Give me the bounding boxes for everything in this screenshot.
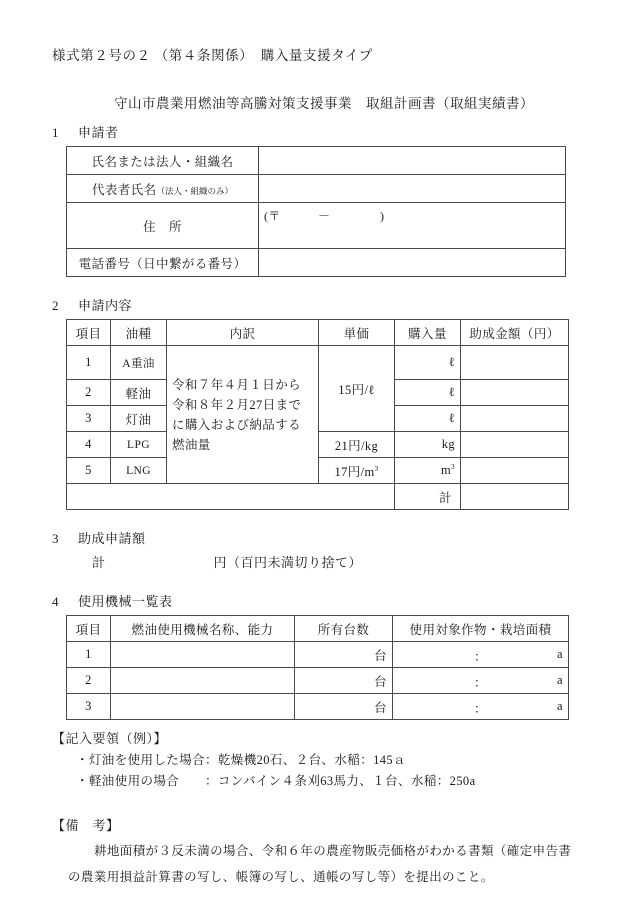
row-3-amount[interactable]: [461, 406, 569, 432]
section-1-label: 申請者: [78, 125, 119, 140]
total-amount-value[interactable]: [461, 484, 569, 510]
section-1-heading: [52, 122, 582, 141]
phone-value[interactable]: [259, 249, 566, 277]
row-5-quantity[interactable]: [395, 458, 461, 484]
machine-row-3-crop[interactable]: [393, 694, 569, 720]
representative-name-note: （法人・組織のみ）: [156, 185, 234, 196]
row-4-oil: LPG: [111, 432, 167, 458]
table-row: [67, 249, 566, 277]
row-5-unit-price-text: 17円/m: [334, 464, 375, 479]
representative-name-value[interactable]: [259, 175, 566, 203]
breakdown-line-4: 燃油量: [172, 437, 211, 452]
breakdown-line-1: 令和７年４月１日から: [172, 377, 302, 392]
representative-name-label: [67, 175, 259, 203]
breakdown-cell: [167, 346, 319, 484]
row-2-item: 2: [67, 380, 111, 406]
applicant-name-label: 氏名または法人・組織名: [67, 147, 259, 175]
row-5-quantity-sup: 3: [451, 462, 455, 471]
machine-row-3-area-unit: a: [557, 699, 563, 713]
header-machine-crop: 使用対象作物・栽培面積: [393, 616, 569, 642]
table-row: [67, 203, 566, 249]
form-code: 様式第２号の２ （第４条関係） 購入量支援タイプ: [52, 48, 373, 63]
section-4-number: 4: [52, 594, 59, 609]
header-item: 項目: [67, 320, 111, 346]
row-4-quantity[interactable]: kg: [395, 432, 461, 458]
table-total-row: [67, 484, 569, 510]
document-title: 守山市農業用燃油等高騰対策支援事業 取組計画書（取組実績書）: [114, 96, 534, 111]
table-row: [67, 147, 566, 175]
phone-label: 電話番号（日中繋がる番号）: [67, 249, 259, 277]
section-3-heading: [52, 528, 582, 547]
remarks-body: [52, 838, 582, 890]
machine-row-2-area-unit: a: [557, 673, 563, 687]
applicant-table: [66, 146, 566, 277]
total-label: 計: [395, 484, 461, 510]
machine-row-3-count[interactable]: 台: [295, 694, 393, 720]
header-machine-name: 燃油使用機械名称、能力: [111, 616, 295, 642]
header-machine-item: 項目: [67, 616, 111, 642]
breakdown-line-3: に購入および納品する: [172, 417, 302, 432]
section-3-label: 助成申請額: [78, 531, 146, 546]
machine-row-1-item: 1: [67, 642, 111, 668]
machine-row-1-colon: ：: [474, 650, 487, 664]
header-unit-price: 単価: [319, 320, 395, 346]
machine-row-1-crop[interactable]: [393, 642, 569, 668]
table-row: [67, 642, 569, 668]
row-3-oil: 灯油: [111, 406, 167, 432]
machine-row-3-item: 3: [67, 694, 111, 720]
row-5-unit-price: [319, 458, 395, 484]
table-row: [67, 694, 569, 720]
applicant-name-value[interactable]: [259, 147, 566, 175]
machine-row-1-count[interactable]: 台: [295, 642, 393, 668]
address-value[interactable]: (〒 － ): [259, 203, 566, 249]
machine-row-2-colon: ：: [474, 676, 487, 690]
machine-row-2-crop[interactable]: [393, 668, 569, 694]
machine-row-1-area-unit: a: [557, 647, 563, 661]
machine-row-2-name[interactable]: [111, 668, 295, 694]
row-4-amount[interactable]: [461, 432, 569, 458]
machine-row-2-item: 2: [67, 668, 111, 694]
application-content-table: [66, 319, 569, 510]
row-3-quantity[interactable]: ℓ: [395, 406, 461, 432]
row-1-oil: A重油: [111, 346, 167, 380]
row-2-amount[interactable]: [461, 380, 569, 406]
row-1-item: 1: [67, 346, 111, 380]
section-2-number: 2: [52, 298, 59, 313]
row-2-quantity[interactable]: ℓ: [395, 380, 461, 406]
table-header-row: [67, 320, 569, 346]
row-4-unit-price: 21円/kg: [319, 432, 395, 458]
row-5-amount[interactable]: [461, 458, 569, 484]
row-2-oil: 軽油: [111, 380, 167, 406]
table-row: [67, 668, 569, 694]
section-2-heading: [52, 295, 582, 314]
machine-row-3-name[interactable]: [111, 694, 295, 720]
subsidy-total-line: [52, 552, 582, 571]
machine-row-2-count[interactable]: 台: [295, 668, 393, 694]
total-spacer: [67, 484, 395, 510]
notes-line-2: ・軽油使用の場合 ：コンバイン４条刈63馬力、１台、水稲：250a: [76, 774, 476, 788]
section-4-label: 使用機械一覧表: [78, 594, 173, 609]
remarks-heading: 【備 考】: [52, 818, 120, 833]
section-4-heading: [52, 591, 582, 610]
subsidy-currency-note: 円（百円未満切り捨て）: [213, 555, 363, 570]
row-1-amount[interactable]: [461, 346, 569, 380]
row-4-item: 4: [67, 432, 111, 458]
section-2-label: 申請内容: [78, 298, 133, 313]
table-header-row: [67, 616, 569, 642]
remarks-line-1: 耕地面積が３反未満の場合、令和６年の農産物販売価格がわかる書類（確定申告: [94, 844, 559, 858]
row-3-item: 3: [67, 406, 111, 432]
section-3-number: 3: [52, 531, 59, 546]
header-oil-type: 油種: [111, 320, 167, 346]
row-5-item: 5: [67, 458, 111, 484]
table-row: [67, 346, 569, 380]
table-row: [67, 175, 566, 203]
row-5-quantity-text: m: [440, 463, 452, 478]
address-label: 住 所: [67, 203, 259, 249]
row-5-oil: LNG: [111, 458, 167, 484]
machine-row-1-name[interactable]: [111, 642, 295, 668]
row-5-unit-price-sup: 3: [374, 464, 379, 473]
subsidy-total-label: 計: [92, 555, 106, 570]
remarks-line-2: 書の農業用損益計算書の写し、帳簿の写し、通帳の写し等）を提出のこと。: [68, 844, 572, 884]
header-breakdown: 内訳: [167, 320, 319, 346]
header-purchase-volume: 購入量: [395, 320, 461, 346]
notes-heading: 【記入要領（例）】: [52, 731, 168, 746]
machine-list-table: [66, 615, 569, 720]
row-1-unit-price: 15円/ℓ: [319, 346, 395, 432]
machine-row-3-colon: ：: [474, 702, 487, 716]
section-1-number: 1: [52, 125, 59, 140]
header-machine-count: 所有台数: [295, 616, 393, 642]
breakdown-line-2: 令和８年２月27日まで: [172, 397, 302, 412]
representative-name-text: 代表者氏名: [91, 182, 157, 197]
notes-line-1: ・灯油を使用した場合：乾燥機20石、２台、水稲：145ａ: [76, 753, 406, 767]
row-1-quantity[interactable]: ℓ: [395, 346, 461, 380]
header-subsidy-amount: 助成金額（円）: [461, 320, 569, 346]
